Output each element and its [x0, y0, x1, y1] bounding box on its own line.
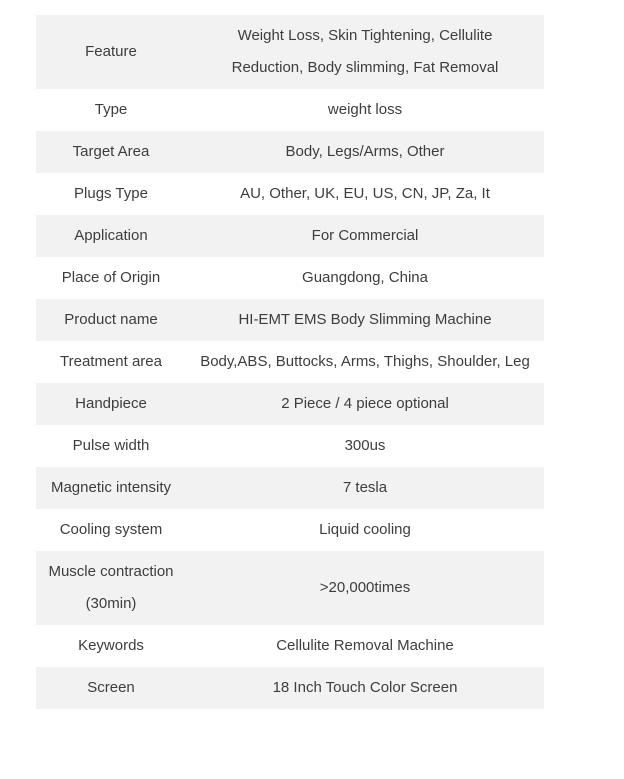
spec-row — [36, 341, 544, 383]
spec-label-line: (30min) — [85, 595, 137, 612]
spec-label-line: Muscle contraction — [48, 563, 174, 580]
spec-label-line: Magnetic intensity — [50, 479, 172, 496]
spec-label-line: Place of Origin — [61, 269, 161, 286]
spec-value-line: 18 Inch Touch Color Screen — [272, 679, 458, 696]
spec-label-line: Pulse width — [72, 437, 150, 454]
spec-label-cell — [36, 178, 186, 210]
product-spec-table — [36, 15, 544, 709]
spec-value-line: weight loss — [327, 101, 403, 118]
spec-value-line: Cellulite Removal Machine — [276, 637, 454, 654]
spec-label-line: Type — [94, 101, 128, 118]
spec-value-line: Liquid cooling — [319, 521, 411, 538]
spec-label-line: Plugs Type — [74, 185, 148, 202]
spec-row — [36, 89, 544, 131]
spec-value-cell — [186, 430, 544, 462]
spec-value-line: >20,000times — [319, 579, 411, 596]
spec-label-cell — [36, 262, 186, 294]
spec-label-line: Keywords — [78, 637, 144, 654]
spec-label-line: Target Area — [72, 143, 150, 160]
spec-row — [36, 667, 544, 709]
spec-label-cell — [36, 630, 186, 662]
spec-value-cell — [186, 388, 544, 420]
spec-label-cell — [36, 220, 186, 252]
spec-row — [36, 257, 544, 299]
spec-row — [36, 299, 544, 341]
spec-label-cell — [36, 472, 186, 504]
spec-label-cell — [36, 430, 186, 462]
spec-label-cell — [36, 136, 186, 168]
spec-value-line: Reduction, Body slimming, Fat Removal — [231, 59, 499, 76]
spec-value-cell — [186, 304, 544, 336]
spec-value-line: HI-EMT EMS Body Slimming Machine — [238, 311, 492, 328]
spec-value-cell — [186, 262, 544, 294]
spec-value-line: 300us — [344, 437, 386, 454]
spec-label-cell — [36, 672, 186, 704]
spec-label-line: Treatment area — [60, 353, 162, 370]
spec-row — [36, 509, 544, 551]
spec-value-line: Weight Loss, Skin Tightening, Cellulite — [237, 27, 493, 44]
spec-value-cell — [186, 136, 544, 168]
spec-row — [36, 551, 544, 625]
spec-value-line: For Commercial — [311, 227, 419, 244]
spec-row — [36, 383, 544, 425]
spec-row — [36, 173, 544, 215]
spec-label-cell — [36, 388, 186, 420]
spec-value-line: 2 Piece / 4 piece optional — [281, 395, 449, 412]
spec-value-cell — [186, 672, 544, 704]
spec-value-cell — [186, 514, 544, 546]
spec-label-line: Application — [74, 227, 148, 244]
spec-row — [36, 467, 544, 509]
spec-value-line: AU, Other, UK, EU, US, CN, JP, Za, It — [240, 185, 490, 202]
spec-row — [36, 625, 544, 667]
spec-value-cell — [186, 220, 544, 252]
spec-label-cell — [36, 304, 186, 336]
spec-value-line: 7 tesla — [342, 479, 388, 496]
spec-label-cell — [36, 514, 186, 546]
spec-label-line: Feature — [85, 43, 137, 60]
spec-value-cell — [186, 572, 544, 604]
spec-row — [36, 15, 544, 89]
spec-row — [36, 131, 544, 173]
spec-value-cell — [186, 178, 544, 210]
spec-label-cell — [36, 346, 186, 378]
spec-value-cell — [186, 346, 544, 378]
spec-value-line: Body,ABS, Buttocks, Arms, Thighs, Shoulder, Leg — [200, 353, 530, 370]
spec-value-cell — [186, 20, 544, 84]
spec-label-line: Product name — [64, 311, 158, 328]
spec-value-line: Guangdong, China — [302, 269, 428, 286]
spec-value-cell — [186, 630, 544, 662]
spec-value-cell — [186, 94, 544, 126]
spec-row — [36, 215, 544, 257]
spec-label-cell — [36, 556, 186, 620]
spec-value-line: Body, Legs/Arms, Other — [285, 143, 445, 160]
spec-label-cell — [36, 94, 186, 126]
spec-row — [36, 425, 544, 467]
spec-value-cell — [186, 472, 544, 504]
spec-label-line: Cooling system — [59, 521, 163, 538]
spec-label-line: Screen — [87, 679, 135, 696]
spec-label-line: Handpiece — [75, 395, 147, 412]
spec-label-cell — [36, 36, 186, 68]
